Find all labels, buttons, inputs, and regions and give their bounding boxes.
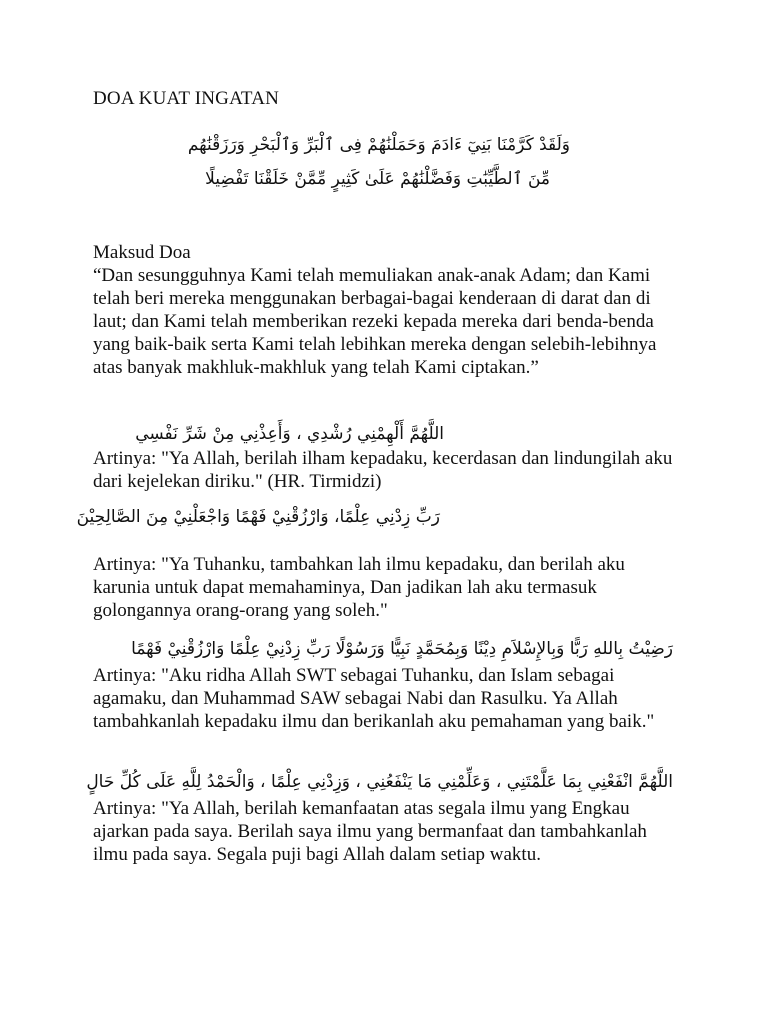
doa-3-arabic: رَضِيْتُ بِاللهِ رَبًّا وَبِالإِسْلاَمِ دِيْنًا وَبِمُحَمَّدٍ نَبِيًّا وَرَسُوْلًا رَبِّ زِدْنِيْ عِلْمًا وَارْزُقْنِيْ فَهْمًا bbox=[131, 639, 673, 659]
doa-2-artinya: Artinya: "Ya Tuhanku, tambahkan lah ilmu kepadaku, dan berilah aku karunia untuk dapat memahaminya, Dan jadikan lah aku termasuk golongannya orang-orang yang soleh." bbox=[93, 554, 625, 621]
doa-4-artinya: Artinya: "Ya Allah, berilah kemanfaatan atas segala ilmu yang Engkau ajarkan pada saya. Berilah saya ilmu yang bermanfaat dan tambahkanlah ilmu pada saya. Segala puji bagi Allah dalam setiap waktu. bbox=[93, 798, 647, 865]
maksud-label: Maksud Doa bbox=[93, 242, 191, 263]
doa-1-arabic: اللَّهُمَّ أَلْهِمْنِي رُشْدِي ، وَأَعِذْنِي مِنْ شَرِّ نَفْسِي bbox=[135, 424, 444, 444]
doa-1-artinya: Artinya: "Ya Allah, berilah ilham kepadaku, kecerdasan dan lindungilah aku dari kejelekan diriku." (HR. Tirmidzi) bbox=[93, 448, 673, 492]
page-title: DOA KUAT INGATAN bbox=[93, 88, 280, 109]
doa-3-artinya: Artinya: "Aku ridha Allah SWT sebagai Tuhanku, dan Islam sebagai agamaku, dan Muhammad SAW sebagai Nabi dan Rasulku. Ya Allah tambahkanlah kepadaku ilmu dan berikanlah aku pemahaman yang baik." bbox=[93, 665, 655, 732]
maksud-section bbox=[93, 241, 683, 379]
maksud-text: “Dan sesungguhnya Kami telah memuliakan anak-anak Adam; dan Kami telah beri mereka menggunakan berbagai-bagai kenderaan di darat dan di laut; dan Kami telah memberikan rezeki kepada mereka dari benda-benda yang baik-baik serta Kami telah lebihkan mereka dengan selebih-lebihnya atas banyak makhluk-makhluk yang telah Kami ciptakan.” bbox=[93, 265, 657, 378]
doa-4-arabic: اللَّهُمَّ انْفَعْنِي بِمَا عَلَّمْتَنِي ، وَعَلِّمْنِي مَا يَنْفَعُنِي ، وَزِدْنِي عِلْمًا ، وَالْحَمْدُ لِلَّهِ عَلَى كُلِّ حَالٍ bbox=[86, 772, 673, 792]
quran-verse-line-1: وَلَقَدْ كَرَّمْنَا بَنِيٓ ءَادَمَ وَحَمَلْنَٰهُمْ فِى ٱلْبَرِّ وَٱلْبَحْرِ وَرَزَقْنَٰهُم bbox=[187, 135, 570, 155]
doa-2-arabic: رَبِّ زِدْنِي عِلْمًا، وَارْزُقْنِيْ فَهْمًا وَاجْعَلْنِيْ مِنَ الصَّالِحِيْنَ bbox=[76, 507, 440, 527]
quran-verse-line-2: مِّنَ ٱلطَّيِّبَٰتِ وَفَضَّلْنَٰهُمْ عَلَىٰ كَثِيرٍ مِّمَّنْ خَلَقْنَا تَفْضِيلًا bbox=[205, 169, 550, 189]
